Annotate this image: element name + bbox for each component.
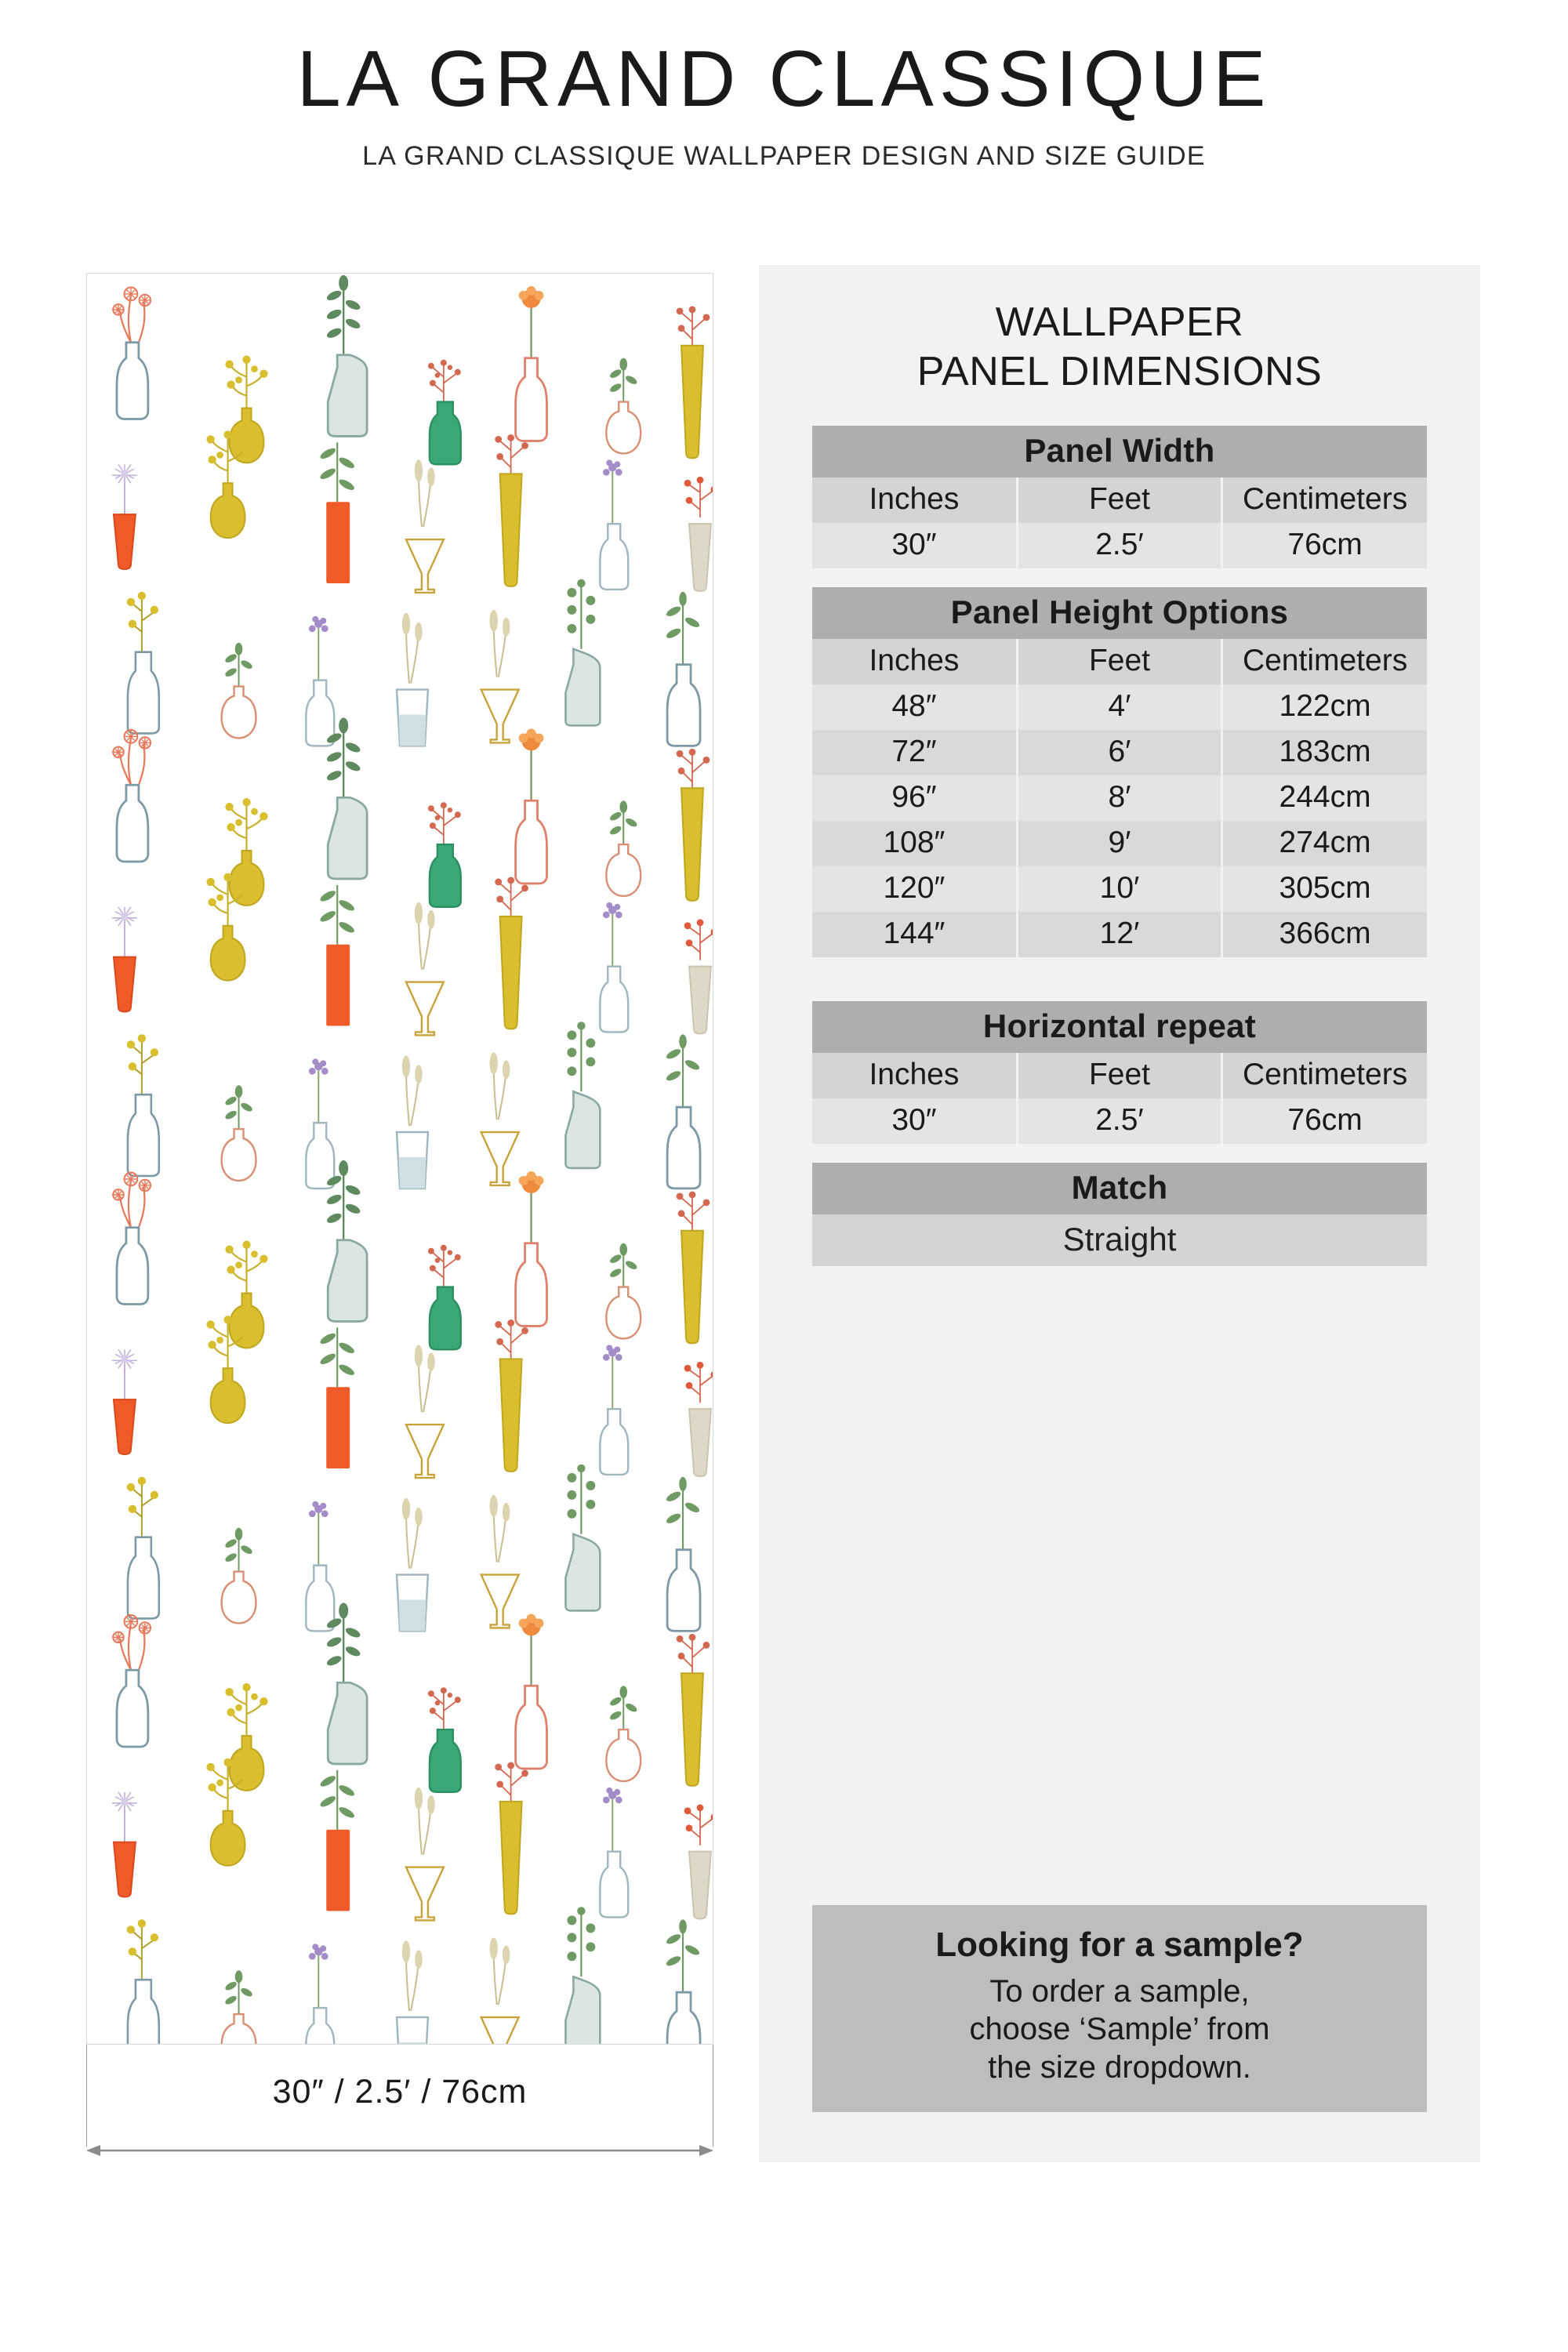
cell-inches: 30″	[812, 523, 1017, 568]
cell-centimeters: 76cm	[1222, 523, 1427, 568]
panel-width-dimension	[86, 2045, 713, 2170]
table-row	[812, 684, 1427, 730]
cell-centimeters: 274cm	[1222, 821, 1427, 866]
match-table	[812, 1163, 1427, 1266]
cell-centimeters: 183cm	[1222, 730, 1427, 775]
page-title: LA GRAND CLASSIQUE	[296, 35, 1272, 123]
cell-feet: 8′	[1017, 775, 1221, 821]
table-row	[812, 523, 1427, 568]
dimensions-info-panel	[759, 265, 1480, 2162]
match-value: Straight	[812, 1214, 1427, 1266]
cell-inches: 72″	[812, 730, 1017, 775]
match-title-row	[812, 1163, 1427, 1214]
cell-feet: 9′	[1017, 821, 1221, 866]
table-row	[812, 775, 1427, 821]
cell-centimeters: 366cm	[1222, 912, 1427, 957]
panel-width-label: 30″ / 2.5′ / 76cm	[272, 2073, 528, 2111]
cell-inches: 96″	[812, 775, 1017, 821]
panel-width-title: Panel Width	[812, 426, 1427, 477]
cell-feet: 2.5′	[1017, 523, 1221, 568]
cell-centimeters: 244cm	[1222, 775, 1427, 821]
dimension-arrow	[86, 2142, 713, 2159]
table-row	[812, 821, 1427, 866]
table-row	[812, 1098, 1427, 1144]
table-gap	[812, 957, 1427, 1001]
page-subtitle: LA GRAND CLASSIQUE WALLPAPER DESIGN AND SIZE GUIDE	[362, 141, 1206, 172]
col-feet: Feet	[1017, 639, 1221, 684]
horizontal-repeat-title: Horizontal repeat	[812, 1001, 1427, 1053]
panel-width-title-row	[812, 426, 1427, 477]
col-centimeters: Centimeters	[1222, 639, 1427, 684]
col-centimeters: Centimeters	[1222, 477, 1427, 523]
wallpaper-swatch-image	[86, 273, 713, 2045]
col-centimeters: Centimeters	[1222, 1053, 1427, 1098]
sample-callout	[812, 1905, 1427, 2112]
table-row	[812, 866, 1427, 912]
sample-line-1: To order a sample,	[989, 1973, 1250, 2009]
panel-width-header-row	[812, 477, 1427, 523]
horizontal-repeat-header-row	[812, 1053, 1427, 1098]
cell-inches: 120″	[812, 866, 1017, 912]
cell-centimeters: 76cm	[1222, 1098, 1427, 1144]
cell-centimeters: 305cm	[1222, 866, 1427, 912]
cell-inches: 48″	[812, 684, 1017, 730]
panel-height-header-row	[812, 639, 1427, 684]
table-row	[812, 730, 1427, 775]
panel-height-title-row	[812, 587, 1427, 639]
cell-feet: 6′	[1017, 730, 1221, 775]
col-inches: Inches	[812, 639, 1017, 684]
panel-heading-line2: PANEL DIMENSIONS	[916, 349, 1323, 395]
col-feet: Feet	[1017, 477, 1221, 523]
table-gap	[812, 1144, 1427, 1163]
sample-line-3: the size dropdown.	[988, 2050, 1251, 2085]
col-inches: Inches	[812, 477, 1017, 523]
cell-feet: 12′	[1017, 912, 1221, 957]
col-inches: Inches	[812, 1053, 1017, 1098]
page-header	[0, 0, 1568, 172]
cell-centimeters: 122cm	[1222, 684, 1427, 730]
horizontal-repeat-table	[812, 1001, 1427, 1144]
sample-title: Looking for a sample?	[935, 1925, 1304, 1964]
panel-width-table	[812, 426, 1427, 568]
panel-heading-line1: WALLPAPER	[995, 299, 1244, 345]
table-row	[812, 912, 1427, 957]
cell-inches: 30″	[812, 1098, 1017, 1144]
panel-height-title: Panel Height Options	[812, 587, 1427, 639]
panel-height-table	[812, 587, 1427, 957]
col-feet: Feet	[1017, 1053, 1221, 1098]
table-gap	[812, 568, 1427, 587]
page-content	[0, 265, 1568, 2352]
sample-line-2: choose ‘Sample’ from	[969, 2012, 1270, 2047]
cell-feet: 2.5′	[1017, 1098, 1221, 1144]
dimension-tables	[759, 426, 1480, 1266]
match-value-row	[812, 1214, 1427, 1266]
match-title: Match	[812, 1163, 1427, 1214]
cell-inches: 144″	[812, 912, 1017, 957]
horizontal-repeat-title-row	[812, 1001, 1427, 1053]
cell-inches: 108″	[812, 821, 1017, 866]
wallpaper-swatch-section	[86, 273, 713, 2170]
cell-feet: 10′	[1017, 866, 1221, 912]
cell-feet: 4′	[1017, 684, 1221, 730]
panel-heading	[759, 298, 1480, 397]
